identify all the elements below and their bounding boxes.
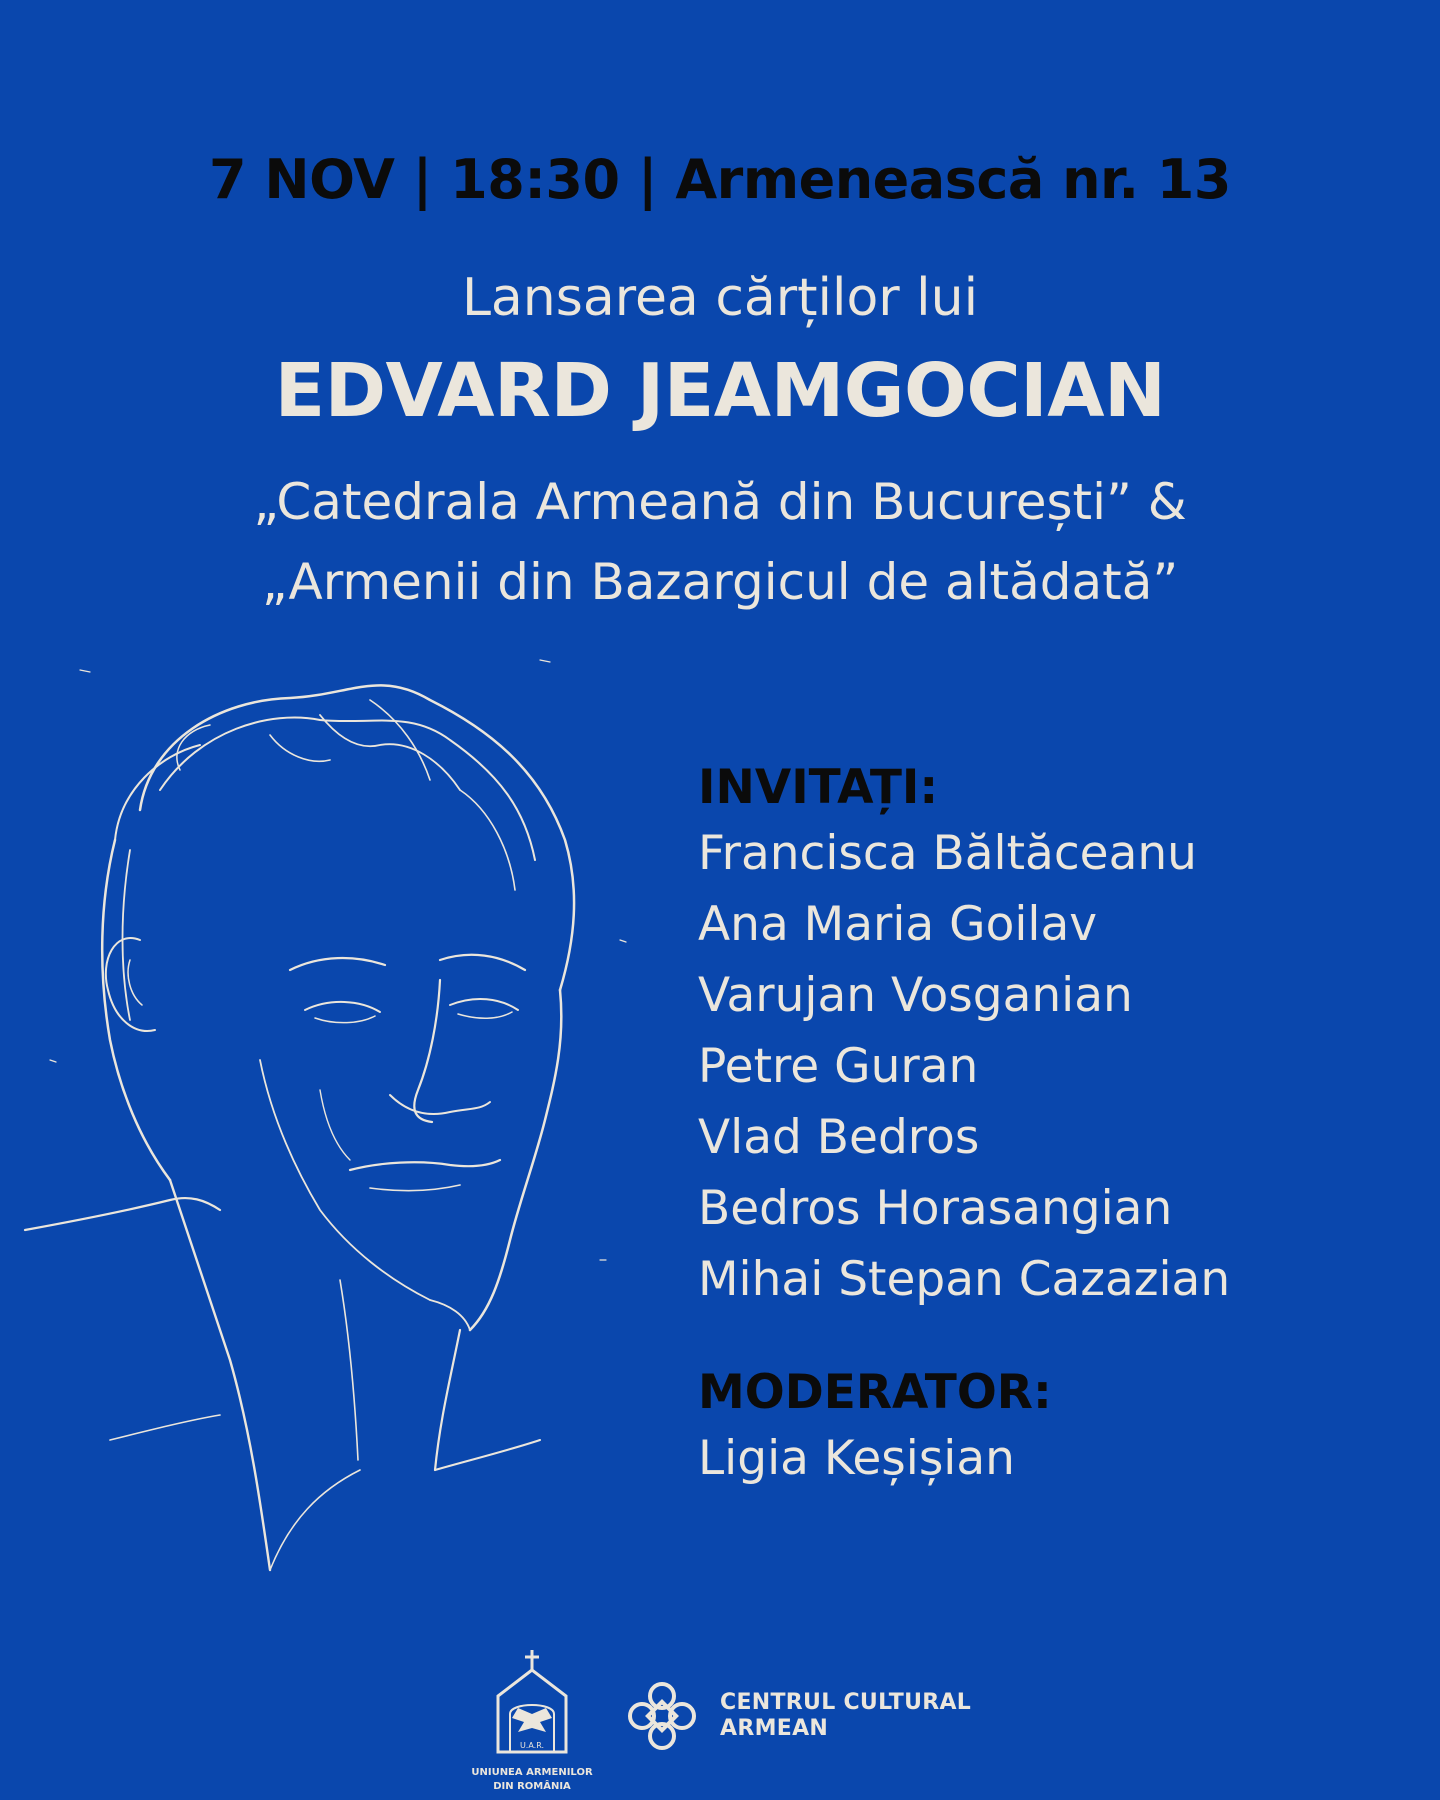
- guest-name: Vlad Bedros: [698, 1110, 980, 1165]
- organizer-logos: [0, 1648, 1440, 1798]
- author-portrait-sketch: [20, 640, 680, 1600]
- knot-emblem-icon: [624, 1678, 700, 1754]
- section-spacer: [698, 1315, 1428, 1363]
- guest-list: [698, 758, 1428, 1494]
- guest-name: Mihai Stepan Cazazian: [698, 1252, 1231, 1307]
- book-title-2: „Armenii din Bazargicul de altădată”: [261, 553, 1179, 611]
- event-date-time-location: 7 NOV | 18:30 | Armenească nr. 13: [209, 148, 1231, 211]
- guest-name: Bedros Horasangian: [698, 1181, 1173, 1236]
- guest-name: Petre Guran: [698, 1039, 979, 1094]
- book-title-1: „Catedrala Armeană din București” &: [253, 473, 1187, 531]
- cca-name-line-2: ARMEAN: [720, 1716, 829, 1741]
- guest-name: Varujan Vosganian: [698, 968, 1133, 1023]
- cca-name-line-1: CENTRUL CULTURAL: [720, 1690, 972, 1715]
- guest-name: Francisca Băltăceanu: [698, 826, 1197, 881]
- author-name: EDVARD JEAMGOCIAN: [274, 348, 1166, 434]
- guests-heading: INVITAȚI:: [698, 760, 939, 815]
- svg-text:U.A.R.: U.A.R.: [519, 1741, 545, 1750]
- uar-logo: [462, 1648, 602, 1798]
- uar-name-line-2: DIN ROMÂNIA: [493, 1781, 571, 1792]
- church-emblem-icon: [462, 1648, 602, 1766]
- launch-subtitle: Lansarea cărților lui: [461, 268, 979, 328]
- moderator-heading: MODERATOR:: [698, 1365, 1052, 1420]
- guest-name: Ana Maria Goilav: [698, 897, 1098, 952]
- moderator-name: Ligia Keșișian: [698, 1431, 1015, 1486]
- uar-name-line-1: UNIUNEA ARMENILOR: [471, 1767, 593, 1778]
